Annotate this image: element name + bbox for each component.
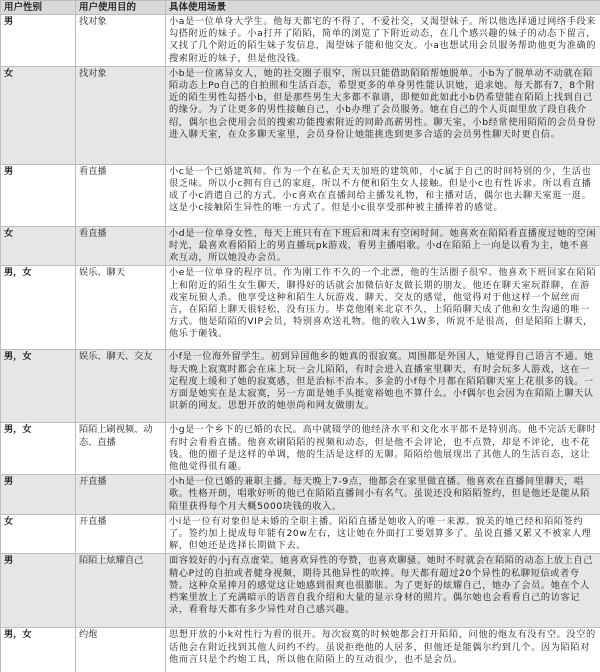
- purpose-cell: 娱乐、聊天: [76, 266, 166, 350]
- purpose-cell: 陌陌上刷视频、动态、直播: [76, 423, 166, 475]
- gender-cell: 男，女: [1, 628, 76, 672]
- table-row: [1, 628, 600, 672]
- gender-cell: 男: [1, 475, 76, 515]
- scenario-cell: 小h是一位已婚的兼职主播。每天晚上7-9点，他都会在家里做直播。他喜欢在直播间里聊天，唱歌。性格开朗，唱歌好听的他已在陌陌直播间小有名气。虽说还没和陌陌签约，但是他还是能从陌陌里获得每个月大概5000块钱的收入。: [166, 475, 600, 515]
- header-purpose: 用户使用目的: [76, 1, 166, 15]
- scenario-cell: 小f是一位海外留学生。初到异国他乡的她真的很寂寞。周围都是外国人，她觉得自己语言不通。她每天晚上寂寞时都会在床上玩一会儿陌陌，有时会进入直播室里聊天，有时会玩多人游戏，这在一定程度上缓和了她的寂寞感，但是治标不治本。多金的小f每个月都在陌陌聊天室上花很多的钱。一方面是她实在是太寂寞，另一方面是她手头挺宽裕她也不算什么。小f偶尔也会因为在陌陌上聊天认识新的网友。思想开放的她崇尚和网友做朋友。: [166, 350, 600, 423]
- gender-cell: 女: [1, 66, 76, 164]
- header-gender: 用户性别: [1, 1, 76, 15]
- scenario-cell: 面容姣好的小j有点虚荣。她喜欢异性的夸赞，也喜欢聊骚。她时不时就会在陌陌的动态上放上自己精心P过的自拍或者健身视频，期待其他异性的吹捧。每天都有超过20个异性的私聊短信或者夸赞。这种众星捧月的感觉这让她感到很爽也很膨胀。为了更好的炫耀自己，她办了会员。她在个人档案里放上了充满暗示的语音自我介绍和大量的显示身材的照片。偶尔她也会看看自己的访客记录，看看每天都有多少异性对自己感兴趣。: [166, 554, 600, 628]
- table-row: [1, 350, 600, 423]
- table-row: [1, 514, 600, 554]
- purpose-cell: 看直播: [76, 164, 166, 226]
- scenario-cell: 小d是一位单身女性，每天上班只有在下班后和周末有空闲时间。她喜欢在陌陌看直播度过她的空闲时光，最喜欢看陌陌上的男直播玩pk游戏，看男主播唱歌。小d在陌陌上一向是以看为主，她不喜欢互动，所以她没办会员。: [166, 226, 600, 266]
- table-row: [1, 66, 600, 164]
- table-row: [1, 475, 600, 515]
- header-row: [1, 1, 600, 15]
- gender-cell: 男，女: [1, 350, 76, 423]
- table-row: [1, 266, 600, 350]
- purpose-cell: 开直播: [76, 514, 166, 554]
- gender-cell: 女: [1, 514, 76, 554]
- scenario-cell: 小c是一个已婚建筑师。作为一个在私企天天加班的建筑师，小c属于自己的时间特别的少，生活也很乏味。所以小c拥有自己的家庭，所以不方便和陌生女人接触。但是小c也有性诉求。所以看直播成了小c消遣自己的方式。小c喜欢在直播间给主播发礼物，和主播对话，偶尔也去聊天室逛一逛。这是小c接触陌生异性的唯一方式了。但是小c很享受那种被主播捧着的感觉。: [166, 164, 600, 226]
- gender-cell: 女: [1, 226, 76, 266]
- gender-cell: 男: [1, 554, 76, 628]
- header-scenario: 具体使用场景: [166, 1, 600, 15]
- purpose-cell: 娱乐、聊天、交友: [76, 350, 166, 423]
- purpose-cell: 看直播: [76, 226, 166, 266]
- scenario-cell: 小g是一个乡下的已婚的农民。高中就辍学的他经济水平和文化水平都不是特别高。他不完活无聊时有时会看看直播。他喜欢刷陌陌的视频和动态，但是他不会评论，也不点赞，却是不评论，也不花钱。他的圈子是这样的单调，他的生活是这样的无聊。陌陌给他展现出了其他人的生活百态，这让他他觉得很有趣。: [166, 423, 600, 475]
- scenario-cell: 小b是一位离异女人，她的社交圈子很窄，所以只能借助陌陌帮她脱单。小b为了脱单动不动就在陌陌动态上Po自己的自拍照和生活百态，希望更多的单身男性能认识她，追求她。每天都有7，8个附近的陌生男性勾搭小b，但是那些男生大多都不靠谱，即便如此如此小b仍希望能在陌陌上找到自己的缘分。为了让更多的男性接触自己，小b办理了会员服务。她在自己的个人页面里放了段自我介绍，偶尔也会使用会员的搜索功能搜索附近的同龄高薪男性。聊天室，小b经常使用陌陌的会员身份进入聊天室，在众多聊天室里，会员身份让她能挑选到更多合适的会员男性聊天时更自信。: [166, 66, 600, 164]
- table-row: [1, 226, 600, 266]
- purpose-cell: 陌陌上炫耀自己: [76, 554, 166, 628]
- table-row: [1, 164, 600, 226]
- table-row: [1, 15, 600, 67]
- purpose-cell: 找对象: [76, 66, 166, 164]
- scenario-cell: 小a是一位单身大学生。他每天都宅的不得了，不爱社交，又渴望妹子。所以他选择通过网络手段来勾搭附近的妹子。小a打开了陌陌，简单的浏览了下附近动态，在几个感兴趣的妹子的动态下留言，又找了几个附近的陌生妹子发信息，渴望妹子能和他交友。小a也想试用会员服务帮助他更为准确的搜索附近的妹子，但是他没钱。: [166, 15, 600, 67]
- gender-cell: 男，女: [1, 423, 76, 475]
- purpose-cell: 开直播: [76, 475, 166, 515]
- purpose-cell: 找对象: [76, 15, 166, 67]
- purpose-cell: 约炮: [76, 628, 166, 672]
- scenario-cell: 小i是一位有对象但是未婚的全职主播。陌陌直播是她收入的唯一来源。貌美的她已经和陌陌签约了。签约加上提成每年能有20w左右，这让她在外面打工要划算多了。虽说直播又累又不被家人理解，但她还是选择长期做下去。: [166, 514, 600, 554]
- gender-cell: 男，女: [1, 266, 76, 350]
- scenario-cell: 小e是一位单身的程序员。作为刚工作不久的一个北漂，他的生活圈子很窄。他喜欢下班回家在陌陌上和附近的陌生女生聊天，聊得好的话就会加微信好友做长期的朋友。他还在聊天室玩群聊，在游戏室玩狼人杀。他享受这种和陌生人玩游戏、聊天、交友的感觉，他觉得对于他这样一个屌丝而言，在陌陌上聊天很轻松，没有压力。毕竟他刚来北京不久，上陌陌聊天成了他和女生沟通的唯一方式。他是陌陌的VIP会员，特别喜欢送礼物。他的收入1W多，所说不是很高，但是陌陌上聊天，他乐于砸钱。: [166, 266, 600, 350]
- table-row: [1, 554, 600, 628]
- scenario-cell: 思想开放的小k对性行为看的很开。每次寂寞的时候她都会打开陌陌，问他的炮友有没有空。没空的话他会在附近找到其他人问约不约。虽说拒绝他的人居多，但他还是能偶尔约到几个。因为陌陌对他而言只是个约炮工具，所以他在陌陌上的互动很少，也不是会员。: [166, 628, 600, 672]
- gender-cell: 男: [1, 15, 76, 67]
- gender-cell: 男: [1, 164, 76, 226]
- table-row: [1, 423, 600, 475]
